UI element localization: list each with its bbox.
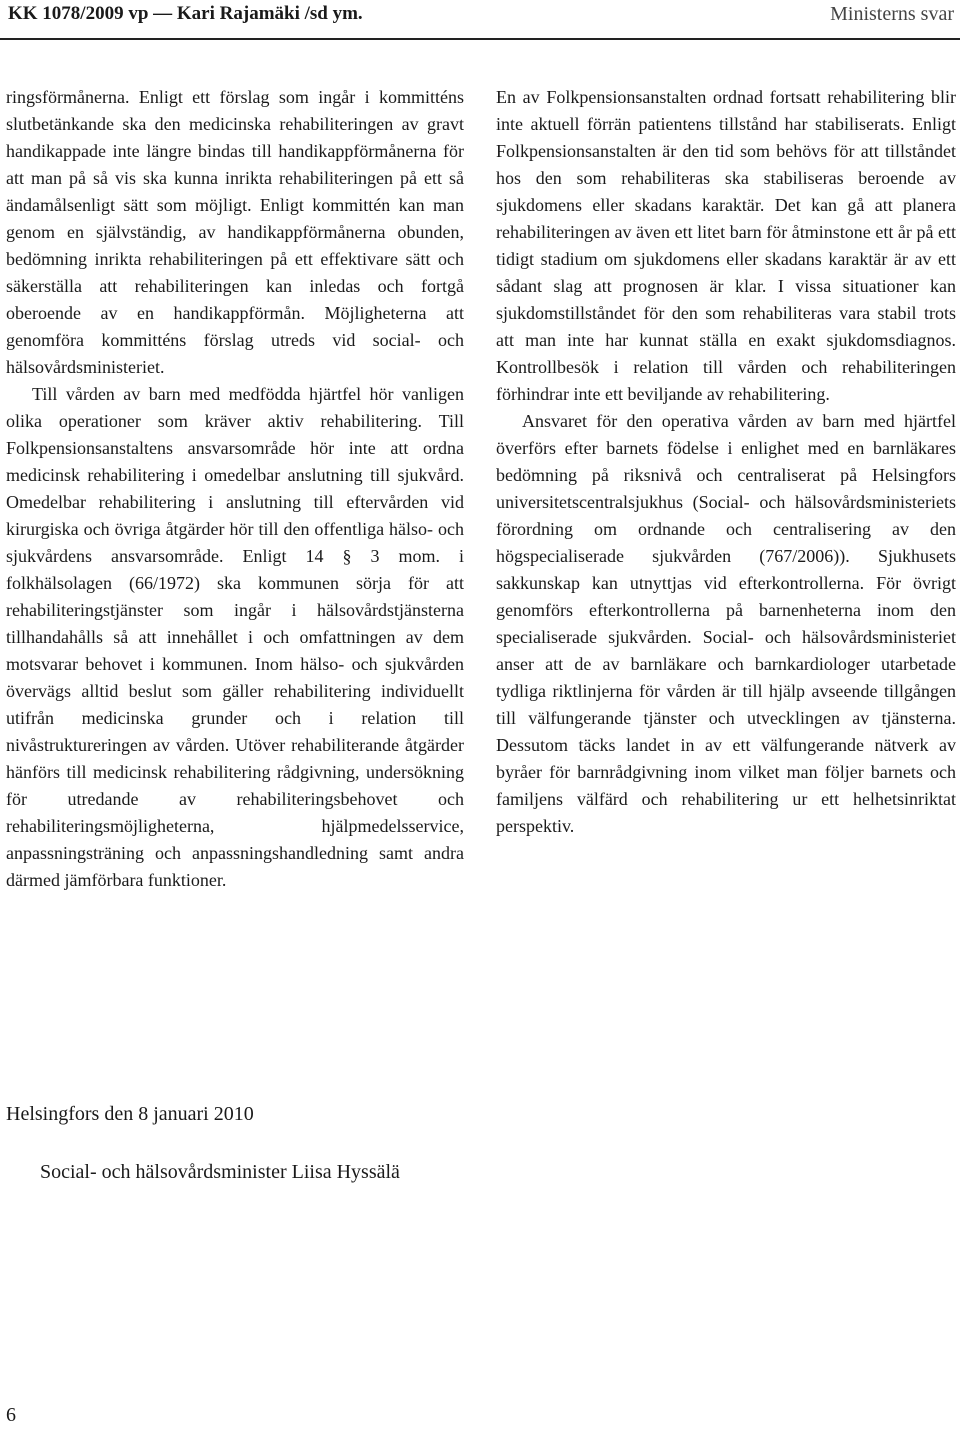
body-paragraph: En av Folkpensionsanstalten ordnad fortsatt rehabilitering blir inte aktuell förrän patientens tillstånd har stabiliserats. Enligt Folkpensionsanstalten är den tid som behövs för att tillståndet hos den som rehabiliteras ska stabiliseras beroende av sjukdomens eller skadans karaktär. Det kan gå att planera rehabiliteringen av även ett litet barn för åtminstone ett år på ett tidigt stadium om sjukdomens eller skadans karaktär är av ett sådant slag att prognosen är klar. I vissa situationer kan sjukdomstillståndet för den som rehabiliteras vara stabil trots att man inte har kunnat ställa en exakt sjukdomsdiagnos. Kontrollbesök i relation till vården och rehabiliteringen förhindrar inte ett beviljande av rehabilitering. <box>496 87 956 404</box>
left-text-column <box>6 84 464 894</box>
page-number: 6 <box>6 1404 16 1426</box>
closing-place-date: Helsingfors den 8 januari 2010 <box>6 1103 254 1125</box>
right-text-column <box>496 84 956 840</box>
header-document-reference: KK 1078/2009 vp — Kari Rajamäki /sd ym. <box>8 3 363 24</box>
header-divider <box>0 38 960 40</box>
body-paragraph: ringsförmånerna. Enligt ett förslag som ingår i kommitténs slutbetänkande ska den medicinska rehabiliteringen av gravt handikappade inte längre bindas till handikappförmånerna för att man på så vis ska kunna inrikta rehabiliteringen på ett så ändamålsenligt sätt som möjligt. Enligt kommittén kan man genom en självständig, av handikappförmånerna obunden, bedömning inrikta rehabiliteringen på ett effektivare sätt och säkerställa att rehabiliteringen kan inledas och fortgå oberoende av en handikappförmån. Möjligheterna att genomföra kommitténs förslag utreds vid social- och hälsovårdsministeriet. <box>6 87 464 377</box>
body-paragraph: Ansvaret för den operativa vården av barn med hjärtfel överförs efter barnets födelse i enlighet med en barnläkares bedömning på riksnivå och centraliserat på Helsingfors universitetscentralsjukhus (Social- och hälsovårdsministeriets förordning om ordnande och centralisering av den högspecialiserade sjukvården (767/2006)). Sjukhusets sakkunskap kan utnyttjas vid efterkontrollerna. För övrigt genomförs efterkontrollerna på barnenheterna inom den specialiserade sjukvården. Social- och hälsovårdsministeriet anser att de av barnläkare och barnkardiologer utarbetade tydliga riktlinjerna för vården är till hjälp avseende tillgången till välfungerande tjänster och utvecklingen av tjänsterna. Dessutom täcks landet in av ett välfungerande nätverk av byråer för barnrådgivning inom vilket man följer barnets och familjens välfärd och rehabilitering ur ett helhetsinriktat perspektiv. <box>496 411 956 836</box>
body-paragraph: Till vården av barn med medfödda hjärtfel hör vanligen olika operationer som kräver aktiv rehabilitering. Till Folkpensionsanstaltens ansvarsområde hör inte att ordna medicinsk rehabilitering i omedelbar anslutning till sjukvård. Omedelbar rehabilitering i anslutning till eftervården vid kirurgiska och övriga åtgärder hör till den offentliga hälso- och sjukvårdens ansvarsområde. Enligt 14 § 3 mom. i folkhälsolagen (66/1972) ska kommunen sörja för att rehabiliteringstjänster som ingår i hälsovårdstjänsterna tillhandahålls så att innehållet i och omfattningen av dem motsvarar behovet i kommunen. Inom hälso- och sjukvården övervägs alltid beslut som gäller rehabilitering individuellt utifrån medicinska grunder och i relation till nivåstruktureringen av vården. Utöver rehabiliterande åtgärder hänförs till medicinsk rehabilitering rådgivning, undersökning för utredande av rehabiliteringsbehovet och rehabiliteringsmöjligheterna, hjälpmedelsservice, anpassningsträning och anpassningshandledning samt andra därmed jämförbara funktioner. <box>6 384 464 890</box>
closing-signer: Social- och hälsovårdsminister Liisa Hyssälä <box>40 1161 400 1183</box>
header-section-title: Ministerns svar <box>830 3 954 25</box>
